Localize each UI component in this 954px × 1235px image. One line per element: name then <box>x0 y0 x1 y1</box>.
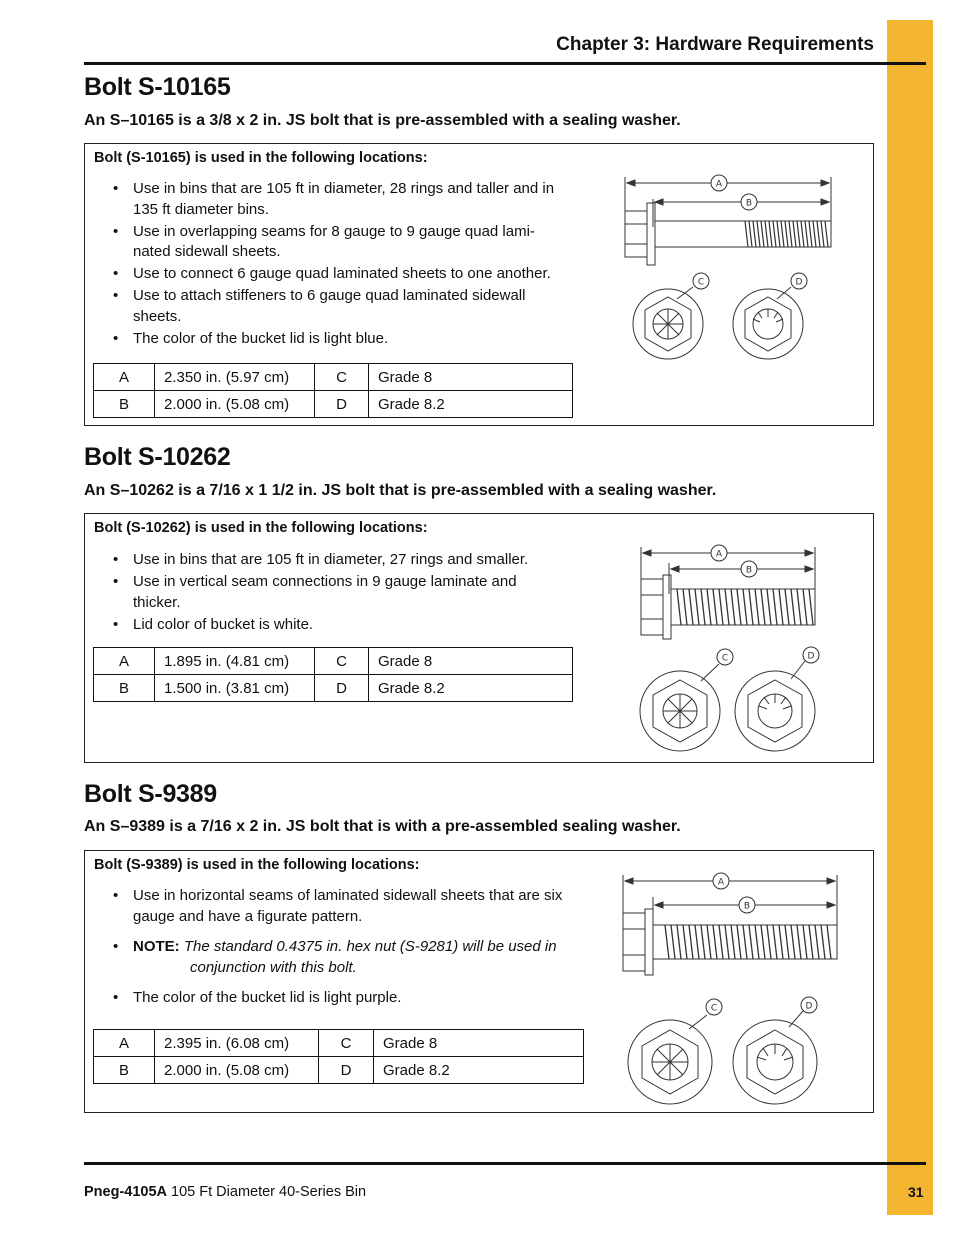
note-text: The standard 0.4375 in. hex nut (S-9281) will be used in conjunction with this bolt. <box>183 938 557 976</box>
grade-label-c: C <box>710 1003 718 1014</box>
table-cell: A <box>94 364 155 391</box>
dim-label-a: A <box>715 179 723 190</box>
box-heading: Bolt (S-9389) is used in the following locations: <box>94 857 420 873</box>
list-item: • Use to attach stiffeners to 6 gauge quad laminated sidewall sheets. <box>109 286 561 327</box>
table-cell: D <box>315 391 369 418</box>
box-heading: Bolt (S-10165) is used in the following locations: <box>94 150 428 166</box>
usage-box <box>84 143 874 426</box>
usage-list <box>109 886 579 1010</box>
table-cell: A <box>94 648 155 675</box>
table-row <box>94 675 573 702</box>
grade-label-c: C <box>697 277 705 288</box>
header-rule <box>84 62 926 65</box>
bolt-diagram <box>613 169 843 364</box>
table-cell: C <box>315 364 369 391</box>
table-cell: 2.350 in. (5.97 cm) <box>155 364 315 391</box>
usage-list <box>109 550 561 637</box>
usage-list <box>109 179 561 351</box>
grade-label-d: D <box>795 277 803 288</box>
section-title: Bolt S-10262 <box>84 443 231 471</box>
chapter-side-tab <box>887 20 933 1215</box>
list-item: • Use in vertical seam connections in 9 gauge laminate and thicker. <box>109 572 561 613</box>
table-cell: C <box>319 1030 374 1057</box>
spec-table <box>93 647 573 702</box>
table-cell: Grade 8 <box>369 364 573 391</box>
footer-doc-info <box>84 1184 366 1200</box>
table-cell: D <box>319 1057 374 1084</box>
table-cell: A <box>94 1030 155 1057</box>
section-title: Bolt S-10165 <box>84 73 231 101</box>
section-description: An S–10165 is a 3/8 x 2 in. JS bolt that is pre-assembled with a sealing washer. <box>84 112 681 129</box>
grade-label-d: D <box>805 1001 813 1012</box>
table-cell: 1.500 in. (3.81 cm) <box>155 675 315 702</box>
table-row <box>94 364 573 391</box>
table-cell: 2.395 in. (6.08 cm) <box>155 1030 319 1057</box>
table-cell: B <box>94 391 155 418</box>
chapter-heading: Chapter 3: Hardware Requirements <box>556 34 874 55</box>
spec-table <box>93 1029 584 1084</box>
list-item: • Use in overlapping seams for 8 gauge to 9 gauge quad lami-nated sidewall sheets. <box>109 222 561 263</box>
list-item: • The color of the bucket lid is light blue. <box>109 329 561 350</box>
table-cell: Grade 8.2 <box>374 1057 584 1084</box>
footer-rule <box>84 1162 926 1165</box>
list-item: • Use in bins that are 105 ft in diameter, 28 rings and taller and in 135 ft diameter bins. <box>109 179 561 220</box>
section-description: An S–9389 is a 7/16 x 2 in. JS bolt that is with a pre-assembled sealing washer. <box>84 818 681 835</box>
table-cell: Grade 8 <box>374 1030 584 1057</box>
grade-label-d: D <box>807 651 815 662</box>
table-row <box>94 1030 584 1057</box>
bolt-diagram <box>615 867 845 1112</box>
grade-label-c: C <box>721 653 729 664</box>
table-cell: 1.895 in. (4.81 cm) <box>155 648 315 675</box>
dim-label-a: A <box>715 549 723 560</box>
table-cell: Grade 8 <box>369 648 573 675</box>
table-row <box>94 648 573 675</box>
thread-lines <box>677 589 813 625</box>
dim-label-b: B <box>743 901 751 912</box>
list-item: • Lid color of bucket is white. <box>109 615 561 636</box>
note <box>133 937 579 978</box>
table-row <box>94 1057 584 1084</box>
table-cell: 2.000 in. (5.08 cm) <box>155 1057 319 1084</box>
table-cell: B <box>94 675 155 702</box>
table-cell: B <box>94 1057 155 1084</box>
table-cell: Grade 8.2 <box>369 391 573 418</box>
list-item: • Use in bins that are 105 ft in diameter, 27 rings and smaller. <box>109 550 561 571</box>
usage-box <box>84 513 874 763</box>
note-item <box>109 937 579 978</box>
bolt-diagram <box>633 539 833 759</box>
table-cell: 2.000 in. (5.08 cm) <box>155 391 315 418</box>
table-cell: Grade 8.2 <box>369 675 573 702</box>
thread-lines <box>745 221 828 247</box>
list-item: • Use to connect 6 gauge quad laminated sheets to one another. <box>109 264 561 285</box>
thread-lines <box>665 925 831 959</box>
usage-box <box>84 850 874 1113</box>
table-cell: C <box>315 648 369 675</box>
dim-label-b: B <box>745 198 753 209</box>
dim-label-a: A <box>717 877 725 888</box>
box-heading: Bolt (S-10262) is used in the following locations: <box>94 520 428 536</box>
list-item: • The color of the bucket lid is light purple. <box>109 988 579 1009</box>
spec-table <box>93 363 573 418</box>
list-item: • Use in horizontal seams of laminated sidewall sheets that are six gauge and have a figurate pattern. <box>109 886 579 927</box>
table-cell: D <box>315 675 369 702</box>
doc-id: Pneg-4105A <box>84 1184 168 1200</box>
section-title: Bolt S-9389 <box>84 780 217 808</box>
table-row <box>94 391 573 418</box>
page-number: 31 <box>908 1184 924 1200</box>
note-label: NOTE: <box>133 938 180 955</box>
doc-title: 105 Ft Diameter 40-Series Bin <box>171 1184 367 1200</box>
section-description: An S–10262 is a 7/16 x 1 1/2 in. JS bolt that is pre-assembled with a sealing washer. <box>84 482 717 499</box>
dim-label-b: B <box>745 565 753 576</box>
